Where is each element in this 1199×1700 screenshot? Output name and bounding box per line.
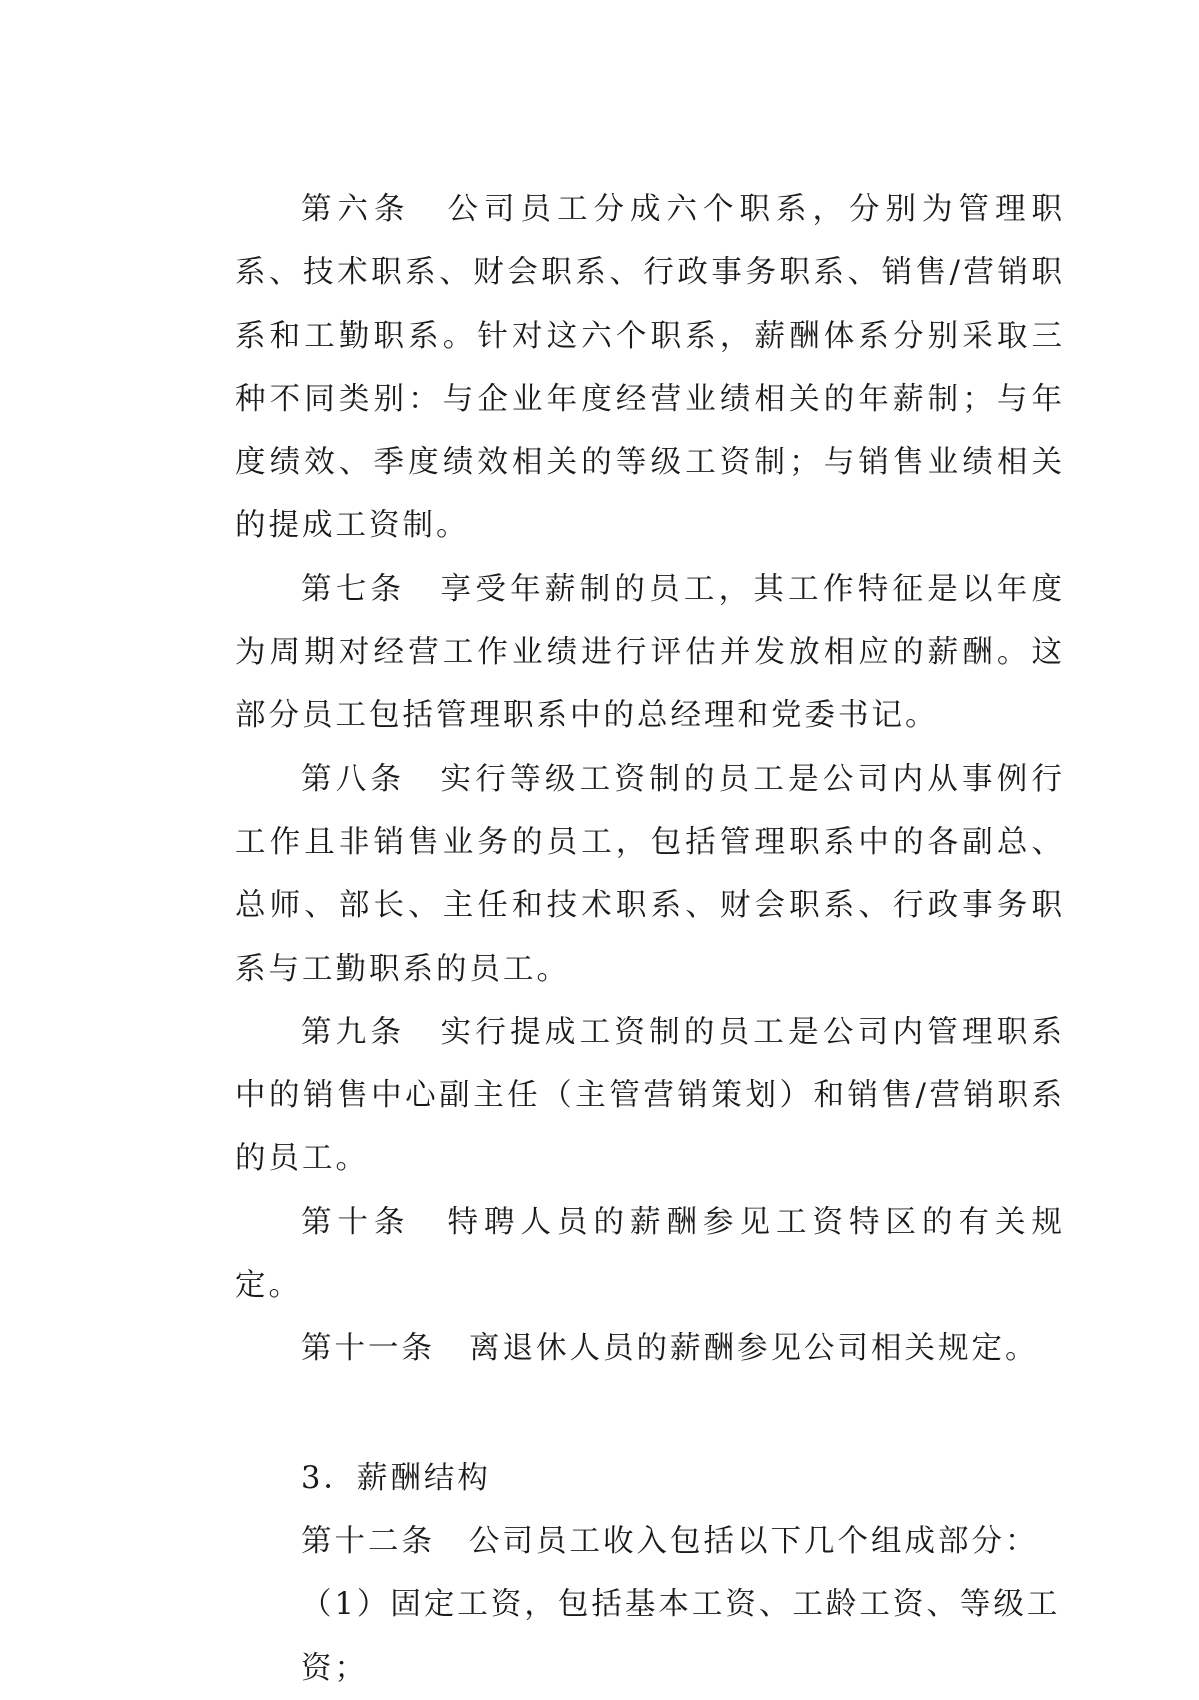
article-text: 实行提成工资制的员工是公司内管理职系中的销售中心副主任（主管营销策划）和销售/营销职系的员工。 (235, 1014, 1066, 1177)
list-item: （1）固定工资，包括基本工资、工龄工资、等级工资； (301, 1587, 1061, 1686)
article-label: 第十条 (301, 1204, 411, 1240)
article-label: 第十一条 (301, 1331, 435, 1367)
article-9 (235, 1001, 1065, 1191)
article-8 (235, 748, 1065, 1001)
document-body (235, 178, 1065, 1700)
article-text: 离退休人员的薪酬参见公司相关规定。 (469, 1331, 1039, 1367)
article-label: 第八条 (301, 761, 406, 797)
article-label: 第七条 (301, 571, 406, 607)
article-12 (235, 1510, 1065, 1573)
article-text: 公司员工分成六个职系，分别为管理职系、技术职系、财会职系、行政事务职系、销售/营销职系和工勤职系。针对这六个职系，薪酬体系分别采取三种不同类别：与企业年度经营业绩相关的年薪制；与年度绩效、季度绩效相关的等级工资制；与销售业绩相关的提成工资制。 (235, 192, 1065, 544)
article-7 (235, 558, 1065, 748)
article-label: 第九条 (301, 1014, 406, 1050)
article-11 (235, 1317, 1065, 1380)
article-text: 实行等级工资制的员工是公司内从事例行工作且非销售业务的员工，包括管理职系中的各副总、总师、部长、主任和技术职系、财会职系、行政事务职系与工勤职系的员工。 (235, 761, 1066, 987)
article-text: 享受年薪制的员工，其工作特征是以年度为周期对经营工作业绩进行评估并发放相应的薪酬。这部分员工包括管理职系中的总经理和党委书记。 (235, 571, 1066, 734)
article-10 (235, 1191, 1065, 1318)
article-label: 第十二条 (301, 1523, 435, 1559)
section-heading: 3．薪酬结构 (301, 1460, 491, 1496)
article-text: 特聘人员的薪酬参见工资特区的有关规定。 (235, 1204, 1065, 1304)
article-label: 第六条 (301, 192, 411, 227)
article-6 (235, 178, 1065, 558)
article-text: 公司员工收入包括以下几个组成部分： (469, 1523, 1039, 1559)
